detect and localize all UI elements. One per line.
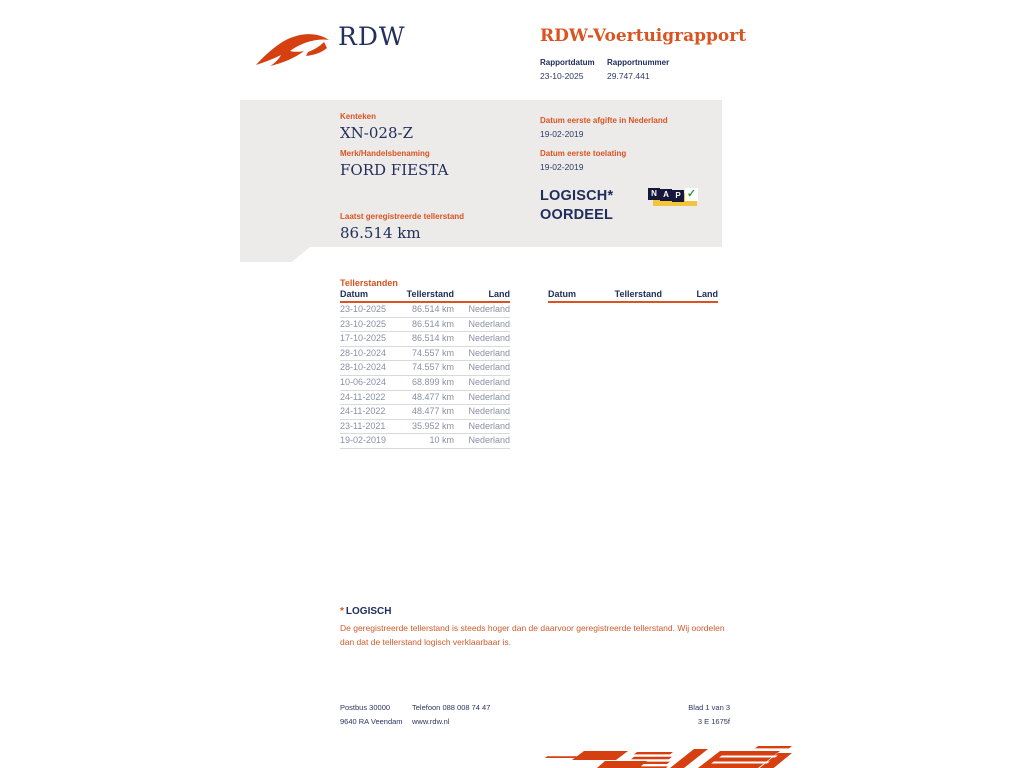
footnote-asterisk: * [340,606,344,617]
report-number-value: 29.747.441 [607,71,650,81]
footer-contact [412,701,490,729]
first-issue-field [540,116,668,139]
col-tellerstand: Tellerstand [406,289,454,299]
col-datum: Datum [548,289,577,299]
meter-table-second-column [548,289,718,303]
first-issue-value: 19-02-2019 [540,129,584,139]
meter-table-header [548,289,718,303]
col-tellerstand: Tellerstand [614,289,662,299]
table-row: 23-10-2025 86.514 km Nederland [340,318,510,333]
kenteken-value: XN-028-Z [340,124,413,142]
table-row: 23-11-2021 35.952 km Nederland [340,420,510,435]
document-title: RDW-Voertuigrapport [540,26,747,46]
nap-checkmark-icon: ✓ [686,188,697,200]
footnote-body: De geregistreerde tellerstand is steeds hoger dan de daarvoor geregistreerde tellerstand. Wij oordelen dan dat de tellerstand logisch verklaarbaar is. [340,623,725,647]
col-datum: Datum [340,289,369,299]
meter-section-title: Tellerstanden [340,278,398,288]
table-row: 24-11-2022 48.477 km Nederland [340,391,510,406]
mileage-value: 86.514 km [340,224,421,242]
first-admission-field [540,149,626,172]
first-admission-label: Datum eerste toelating [540,149,627,158]
first-issue-label: Datum eerste afgifte in Nederland [540,116,668,125]
first-admission-value: 19-02-2019 [540,162,584,172]
footer-page-number: Blad 1 van 3 [688,703,730,712]
meter-table-header [340,289,510,303]
rdw-speed-pattern-icon [542,741,792,768]
footer-address-line1: Postbus 30000 [340,703,391,712]
footer-doc-code: 3 E 1675f [697,717,730,726]
verdict-text [540,187,613,225]
mileage-field [340,212,464,242]
kenteken-field [340,112,413,142]
merk-label: Merk/Handelsbenaming [340,149,430,158]
nap-letter-p: P [672,190,684,202]
vehicle-summary-panel-tail [240,247,310,262]
footer-address-line2: 9640 RA Veendam [340,717,403,726]
rdw-logo-text: RDW [338,22,406,51]
mileage-label: Laatst geregistreerde tellerstand [340,212,465,221]
rdw-wing-logo-icon [256,28,330,70]
col-land: Land [696,289,718,299]
table-row: 19-02-2019 10 km Nederland [340,434,510,449]
report-date-value: 23-10-2025 [540,71,584,81]
nap-letter-n: N [648,188,660,200]
merk-field [340,149,448,179]
table-row: 28-10-2024 74.557 km Nederland [340,347,510,362]
footnote-heading [340,606,391,617]
table-row: 28-10-2024 74.557 km Nederland [340,361,510,376]
verdict-line1: LOGISCH* [540,188,614,204]
table-row: 23-10-2025 86.514 km Nederland [340,303,510,318]
footnote-title: LOGISCH [345,606,392,617]
meter-table [340,289,510,449]
verdict-line2: OORDEEL [540,207,614,223]
col-land: Land [488,289,510,299]
footer-address [340,701,403,729]
footer-website: www.rdw.nl [412,717,450,726]
nap-logo [648,185,698,210]
report-date-block [540,58,595,81]
footer-page-info [600,701,730,729]
footer-phone: Telefoon 088 008 74 47 [412,703,491,712]
report-date-label: Rapportdatum [540,58,595,67]
merk-value: FORD FIESTA [340,161,449,179]
table-row: 17-10-2025 86.514 km Nederland [340,332,510,347]
table-row: 10-06-2024 68.899 km Nederland [340,376,510,391]
kenteken-label: Kenteken [340,112,377,121]
nap-letter-a: A [660,189,672,201]
table-row: 24-11-2022 48.477 km Nederland [340,405,510,420]
report-number-label: Rapportnummer [607,58,670,67]
report-number-block [607,58,669,81]
